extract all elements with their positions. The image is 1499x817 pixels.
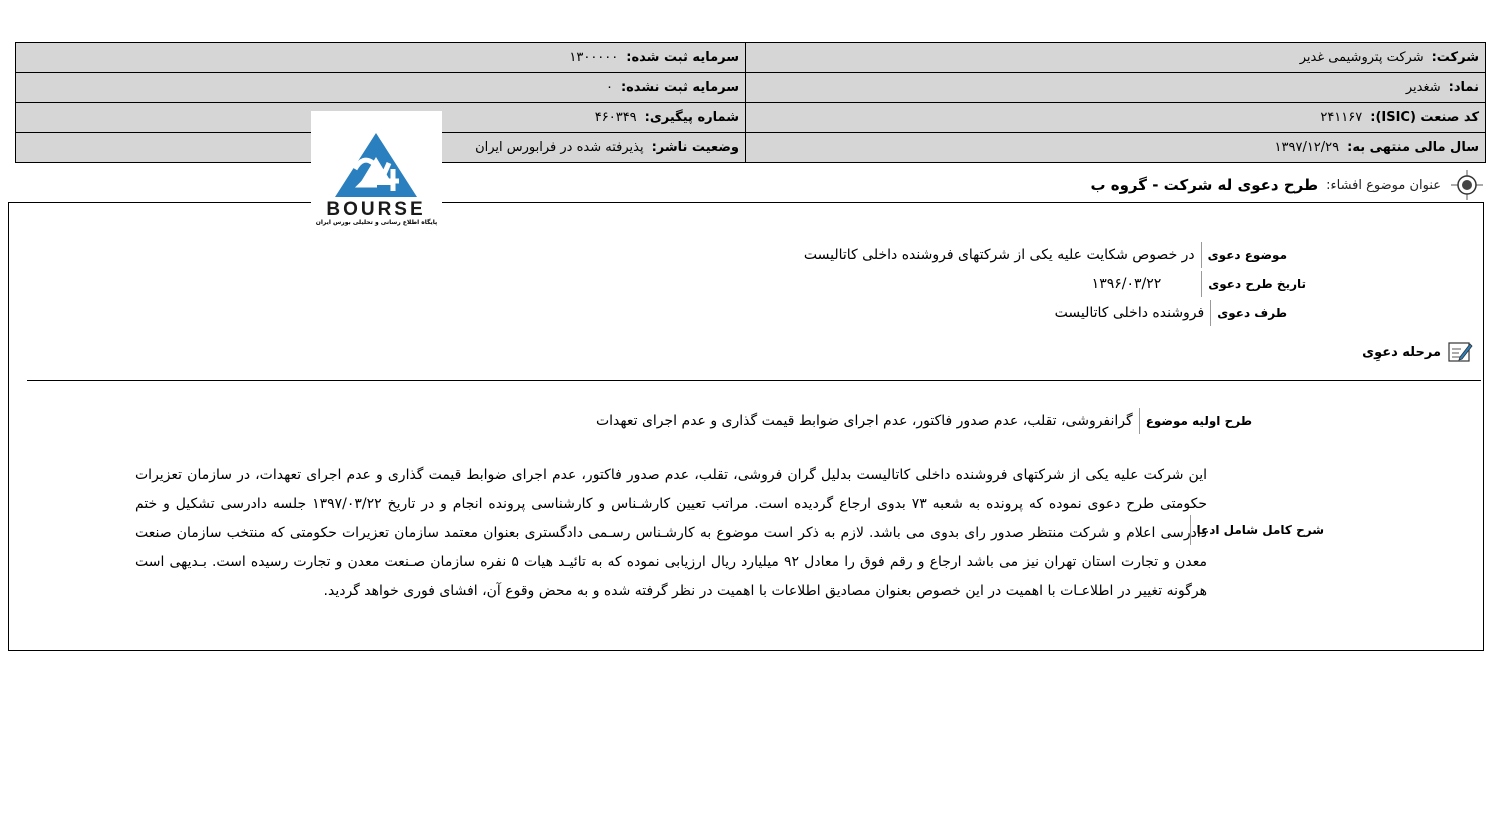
stage-divider [27,380,1481,381]
isic-value: ۲۴۱۱۶۷ [1320,110,1363,125]
stage-heading [1362,340,1473,364]
tracking-label: شماره پیگیری: [644,110,739,125]
party-label: طرف دعوی [1210,300,1287,326]
header-row-1 [16,43,1485,73]
party-row [1055,300,1287,326]
logo-wordmark: BOURSE [326,199,426,219]
subject-row [804,242,1287,268]
disclosure-title-label: عنوان موضوع افشاء: [1326,177,1441,193]
subject-value: در خصوص شکایت علیه یکی از شرکتهای فروشنده داخلی کاتالیست [803,247,1195,263]
symbol-label: نماد: [1448,80,1479,95]
header-row-3 [16,103,1485,133]
subject-label: موضوع دعوی [1201,242,1287,268]
isic-label: کد صنعت (ISIC): [1370,110,1479,125]
registered-capital-label: سرمایه ثبت شده: [626,50,739,65]
full-description-label: شرح کامل شامل ادعا [1190,515,1325,545]
disclosure-title [1090,168,1485,202]
header-row-2 [16,73,1485,103]
initial-topic-row [596,408,1252,434]
stage-heading-text: مرحله دعوِی [1362,344,1441,360]
header-row-4 [16,133,1485,162]
registered-capital-cell [16,43,745,72]
fiscal-year-label: سال مالی منتهی به: [1347,140,1479,155]
company-cell [745,43,1485,72]
fiscal-year-value: ۱۳۹۷/۱۲/۲۹ [1274,140,1340,155]
date-value: ۱۳۹۶/۰۳/۲۲ [1091,276,1162,292]
date-label: تاریخ طرح دعوی [1201,271,1306,297]
initial-topic-value: گرانفروشی، تقلب، عدم صدور فاکتور، عدم اجرای ضوابط قیمت گذاری و عدم اجرای تعهدات [595,413,1133,429]
unregistered-capital-value: ۰ [605,80,613,95]
publisher-status-label: وضعیت ناشر: [651,140,739,155]
symbol-value: شغدیر [1405,80,1441,95]
logo-tagline: پایگاه اطلاع رسانی و تحلیلی بورس ایران [315,219,438,226]
bourse-logo-mark [311,111,442,219]
unregistered-capital-label: سرمایه ثبت نشده: [620,80,739,95]
company-label: شرکت: [1431,50,1479,65]
disclosure-title-value: طرح دعوی له شرکت - گروه ب [1090,176,1319,194]
lawsuit-details-panel [8,202,1484,651]
edit-note-icon [1447,340,1473,364]
full-description-text: این شرکت علیه یکی از شرکتهای فروشنده داخلی کاتالیست بدلیل گران فروشی، تقلب، عدم صدور فاکتور، عدم اجرای ضوابط قیمت گذاری و عدم اجرای تعهدات، در سازمان تعزیرات حکومتی طرح دعوی نموده که پرونده به شعبه ۷۳ بدوی ارجاع گردیده است. مراتب تعیین کارشـناس و کارشناسی پرونده انجام و در تاریخ ۱۳۹۷/۰۳/۲۲ جلسه دادرسی تشکیل و ختم دادرسی اعلام و شرکت منتظر صدور رای بدوی می باشد. لازم به ذکر است موضوع به کارشـناس رسـمی دادگستری بعنوان معتمد سازمان تعزیرات حکومتی که منتخب سازمان صنعت معدن و تجارت استان تهران نیز می باشد ارجاع و رقم فوق را معادل ۹۲ میلیارد ریال ارزیابی نموده که به تائیـد هیات ۵ نفره سازمان صـنعت معدن و تجارت رسیده است. بـدیهی است هرگونه تغییر در اطلاعـات با اهمیت در این خصوص بعنوان مصادیق اطلاعات با اهمیت در نظر گرفته شده و به محض وقوع آن، افشای فوری خواهد گردید. [135,467,1208,599]
isic-cell [745,103,1485,132]
bourse-logo [311,111,442,233]
fiscal-year-cell [745,133,1485,162]
initial-topic-label: طرح اولیه موضوع [1139,408,1252,434]
tracking-value: ۴۶۰۳۴۹ [594,110,637,125]
company-info-table [15,42,1486,163]
date-row [1092,271,1306,297]
company-value: شرکت پتروشیمی غدیر [1299,50,1424,65]
registered-capital-value: ۱۳۰۰۰۰۰ [569,50,619,65]
symbol-cell [745,73,1485,102]
publisher-status-value: پذیرفته شده در فرابورس ایران [475,140,644,155]
target-icon [1449,168,1485,202]
unregistered-capital-cell [16,73,745,102]
party-value: فروشنده داخلی کاتالیست [1054,305,1205,321]
